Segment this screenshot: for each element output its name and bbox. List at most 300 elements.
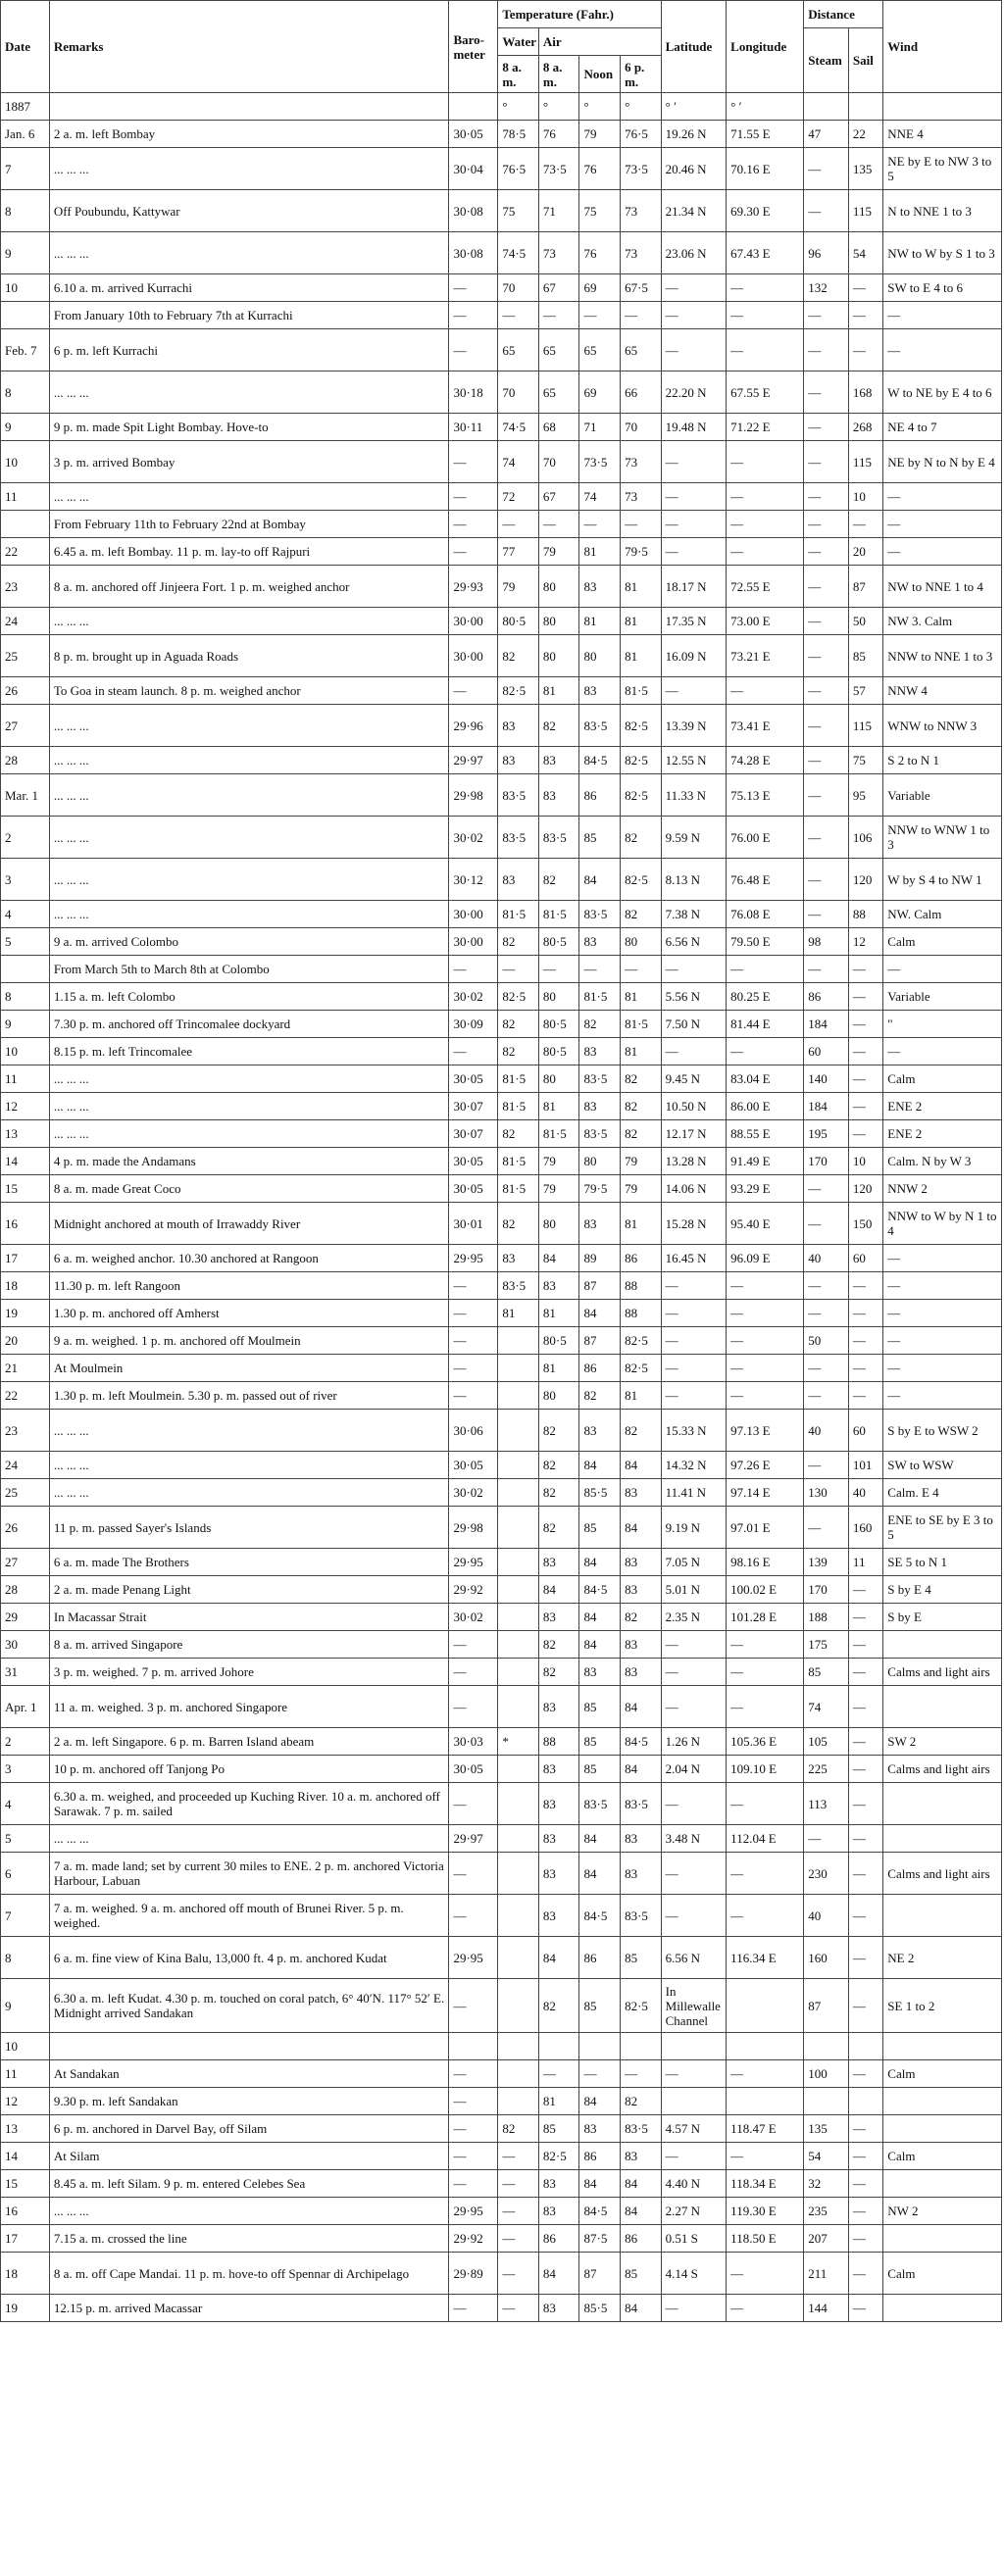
longitude-cell: — (727, 483, 804, 511)
date-cell: Feb. 7 (1, 329, 50, 372)
air-6pm-cell: 82 (621, 1604, 662, 1631)
air-6pm-cell: 82·5 (621, 859, 662, 901)
steam-distance-cell: — (804, 1825, 849, 1853)
air-6pm-cell: 84 (621, 1686, 662, 1728)
date-cell: 8 (1, 1937, 50, 1979)
air-noon-cell: 80 (579, 1148, 621, 1175)
date-cell: 27 (1, 705, 50, 747)
wind-cell: NNW 4 (883, 677, 1002, 705)
air-noon-cell: 84 (579, 1825, 621, 1853)
latitude-cell: 11.41 N (661, 1479, 727, 1507)
sail-distance-cell: — (848, 983, 882, 1011)
barometer-cell: — (449, 1895, 498, 1937)
air-noon-cell: 83 (579, 928, 621, 956)
sail-distance-cell: — (848, 1853, 882, 1895)
air-noon-cell: 85·5 (579, 1479, 621, 1507)
latitude-cell: — (661, 1783, 727, 1825)
table-row (1, 1203, 1002, 1245)
water-temp-cell (498, 2088, 539, 2115)
steam-distance-cell: 207 (804, 2225, 849, 2253)
date-cell: 14 (1, 2143, 50, 2170)
longitude-cell: — (727, 1382, 804, 1410)
sail-distance-cell: 10 (848, 1148, 882, 1175)
wind-cell: — (883, 1272, 1002, 1300)
water-temp-cell: 74 (498, 441, 539, 483)
air-header: Air (538, 28, 661, 56)
air-6pm-cell: 73 (621, 190, 662, 232)
air-6pm-cell: 82·5 (621, 1327, 662, 1355)
latitude-cell: — (661, 1300, 727, 1327)
water-temp-cell (498, 1853, 539, 1895)
steam-distance-cell: 32 (804, 2170, 849, 2198)
water-temp-cell: 83 (498, 859, 539, 901)
air-8am-cell: 83 (538, 1853, 579, 1895)
water-temp-cell: 83·5 (498, 774, 539, 817)
air-8am-cell: 83 (538, 1686, 579, 1728)
water-temp-cell (498, 1327, 539, 1355)
air-8am-cell: 82 (538, 1479, 579, 1507)
steam-distance-cell: — (804, 901, 849, 928)
wind-cell (883, 2115, 1002, 2143)
longitude-cell: 76.48 E (727, 859, 804, 901)
latitude-cell: 23.06 N (661, 232, 727, 274)
sail-distance-cell (848, 2088, 882, 2115)
sail-distance-cell: — (848, 1979, 882, 2033)
air-noon-cell: 84·5 (579, 747, 621, 774)
sail-distance-cell: 88 (848, 901, 882, 928)
longitude-cell: 86.00 E (727, 1093, 804, 1120)
sail-distance-cell: 85 (848, 635, 882, 677)
remarks-cell: 7.30 p. m. anchored off Trincomalee dockyard (49, 1011, 449, 1038)
table-row (1, 1452, 1002, 1479)
remarks-cell: 7 a. m. made land; set by current 30 miles to ENE. 2 p. m. anchored Victoria Harbour, Labuan (49, 1853, 449, 1895)
air-noon-cell: — (579, 302, 621, 329)
air-8am-cell: 82 (538, 1507, 579, 1549)
barometer-cell: 30·04 (449, 148, 498, 190)
wind-cell (883, 1631, 1002, 1659)
air-noon-cell: 84 (579, 1604, 621, 1631)
longitude-cell: — (727, 1327, 804, 1355)
wind-cell: Calms and light airs (883, 1756, 1002, 1783)
air-noon-cell: ° (579, 93, 621, 121)
remarks-cell: 7 a. m. weighed. 9 a. m. anchored off mouth of Brunei River. 5 p. m. weighed. (49, 1895, 449, 1937)
wind-cell: SW to WSW (883, 1452, 1002, 1479)
table-row (1, 1631, 1002, 1659)
air-8am-cell: 82 (538, 1659, 579, 1686)
water-temp-cell (498, 1355, 539, 1382)
air-noon-cell: 83 (579, 1093, 621, 1120)
air-6pm-cell: — (621, 2060, 662, 2088)
remarks-cell: From January 10th to February 7th at Kurrachi (49, 302, 449, 329)
date-cell: 7 (1, 148, 50, 190)
barometer-cell: — (449, 1783, 498, 1825)
wind-cell: NW. Calm (883, 901, 1002, 928)
air-8am-cell: — (538, 956, 579, 983)
air-noon-cell: 83 (579, 1038, 621, 1065)
remarks-cell: ... ... ... (49, 1065, 449, 1093)
latitude-cell (661, 2088, 727, 2115)
steam-distance-cell: — (804, 747, 849, 774)
table-row (1, 2225, 1002, 2253)
date-cell: 2 (1, 1728, 50, 1756)
date-header: Date (1, 1, 50, 93)
air-noon-cell: 84 (579, 1452, 621, 1479)
air-noon-cell: 69 (579, 274, 621, 302)
longitude-cell: — (727, 511, 804, 538)
latitude-cell: 18.17 N (661, 566, 727, 608)
water-header: Water (498, 28, 539, 56)
water-temp-cell: 83·5 (498, 1272, 539, 1300)
latitude-cell: — (661, 1272, 727, 1300)
sail-distance-cell: 10 (848, 483, 882, 511)
date-cell: 19 (1, 1300, 50, 1327)
sail-distance-cell: 168 (848, 372, 882, 414)
steam-distance-cell: 60 (804, 1038, 849, 1065)
latitude-cell: — (661, 1853, 727, 1895)
barometer-cell: 30·01 (449, 1203, 498, 1245)
barometer-cell: 30·02 (449, 1604, 498, 1631)
table-row (1, 329, 1002, 372)
steam-distance-cell: — (804, 608, 849, 635)
table-row (1, 1895, 1002, 1937)
water-temp-cell: 81 (498, 1300, 539, 1327)
longitude-cell: 97.01 E (727, 1507, 804, 1549)
steam-distance-cell: — (804, 148, 849, 190)
table-row (1, 1479, 1002, 1507)
longitude-cell: 76.08 E (727, 901, 804, 928)
longitude-cell: — (727, 538, 804, 566)
date-cell (1, 956, 50, 983)
air-8am-cell: 83 (538, 774, 579, 817)
longitude-cell: ° ′ (727, 93, 804, 121)
remarks-cell: 8 p. m. brought up in Aguada Roads (49, 635, 449, 677)
remarks-cell: At Moulmein (49, 1355, 449, 1382)
barometer-cell: 30·05 (449, 121, 498, 148)
table-row (1, 1756, 1002, 1783)
air-8am-cell: 68 (538, 414, 579, 441)
air-8am-cell: 79 (538, 538, 579, 566)
air-noon-cell: 79·5 (579, 1175, 621, 1203)
barometer-cell: — (449, 677, 498, 705)
sail-distance-cell: 54 (848, 232, 882, 274)
air-8am-cell: 83 (538, 1272, 579, 1300)
air-6pm-cell: 73 (621, 232, 662, 274)
air-noon-cell: 83 (579, 677, 621, 705)
latitude-cell: 7.05 N (661, 1549, 727, 1576)
date-cell: 18 (1, 2253, 50, 2295)
remarks-cell: At Silam (49, 2143, 449, 2170)
wind-cell: Calm (883, 1065, 1002, 1093)
longitude-cell: — (727, 677, 804, 705)
latitude-cell: 5.56 N (661, 983, 727, 1011)
steam-distance-cell (804, 93, 849, 121)
remarks-cell: 9 a. m. arrived Colombo (49, 928, 449, 956)
wind-cell (883, 2295, 1002, 2322)
air-8am-cell: 82 (538, 705, 579, 747)
remarks-cell: ... ... ... (49, 372, 449, 414)
sail-distance-cell: — (848, 302, 882, 329)
air-6pm-cell: 88 (621, 1300, 662, 1327)
date-cell: 27 (1, 1549, 50, 1576)
air-6pm-cell: 84 (621, 2170, 662, 2198)
sail-distance-cell: 120 (848, 1175, 882, 1203)
sail-distance-cell: — (848, 1604, 882, 1631)
air-8am-cell: 80 (538, 1203, 579, 1245)
barometer-cell: — (449, 1300, 498, 1327)
sail-distance-cell: — (848, 1038, 882, 1065)
latitude-cell: 11.33 N (661, 774, 727, 817)
air-8am-cell: 76 (538, 121, 579, 148)
table-row (1, 1549, 1002, 1576)
air-8am-cell: 82 (538, 1631, 579, 1659)
table-row (1, 1093, 1002, 1120)
water-temp-cell: 70 (498, 372, 539, 414)
barometer-cell: 30·08 (449, 190, 498, 232)
table-row (1, 635, 1002, 677)
remarks-cell: 8 a. m. anchored off Jinjeera Fort. 1 p. m. weighed anchor (49, 566, 449, 608)
date-cell: 5 (1, 1825, 50, 1853)
longitude-cell: — (727, 956, 804, 983)
table-row (1, 1853, 1002, 1895)
water-temp-cell: — (498, 2143, 539, 2170)
latitude-cell: — (661, 2143, 727, 2170)
longitude-cell: 101.28 E (727, 1604, 804, 1631)
air-noon-cell: 85 (579, 1507, 621, 1549)
wind-cell: NE by N to N by E 4 (883, 441, 1002, 483)
wind-cell: S 2 to N 1 (883, 747, 1002, 774)
sail-distance-cell: — (848, 1728, 882, 1756)
table-row (1, 1507, 1002, 1549)
latitude-cell: 2.04 N (661, 1756, 727, 1783)
steam-distance-cell: 98 (804, 928, 849, 956)
water-temp-cell: ° (498, 93, 539, 121)
latitude-cell: 17.35 N (661, 608, 727, 635)
longitude-cell: 73.00 E (727, 608, 804, 635)
barometer-cell: — (449, 2060, 498, 2088)
remarks-cell: ... ... ... (49, 1479, 449, 1507)
air-6pm-cell: 76·5 (621, 121, 662, 148)
table-row (1, 1937, 1002, 1979)
date-cell: 4 (1, 901, 50, 928)
sail-distance-cell: 40 (848, 1479, 882, 1507)
air-6pm-cell: 82 (621, 1410, 662, 1452)
air-noon-cell: 84 (579, 1631, 621, 1659)
remarks-cell: ... ... ... (49, 859, 449, 901)
table-row (1, 817, 1002, 859)
wind-cell: NNW to W by N 1 to 4 (883, 1203, 1002, 1245)
sail-distance-cell: — (848, 2295, 882, 2322)
air-6pm-cell (621, 2033, 662, 2060)
latitude-cell: 9.45 N (661, 1065, 727, 1093)
barometer-cell: — (449, 538, 498, 566)
steam-distance-cell: — (804, 1452, 849, 1479)
barometer-cell: 29·98 (449, 774, 498, 817)
steam-distance-cell: — (804, 538, 849, 566)
steam-distance-cell: 74 (804, 1686, 849, 1728)
longitude-cell: — (727, 1300, 804, 1327)
sail-distance-cell: — (848, 1825, 882, 1853)
sail-distance-cell: 115 (848, 441, 882, 483)
longitude-cell: 93.29 E (727, 1175, 804, 1203)
water-temp-cell (498, 1549, 539, 1576)
latitude-cell: — (661, 1327, 727, 1355)
steam-distance-cell: — (804, 1175, 849, 1203)
air-6pm-cell: 81 (621, 1203, 662, 1245)
water-temp-cell: — (498, 511, 539, 538)
date-cell: 22 (1, 1382, 50, 1410)
longitude-cell: — (727, 1783, 804, 1825)
barometer-cell: 29·97 (449, 1825, 498, 1853)
sail-distance-cell: 12 (848, 928, 882, 956)
steam-distance-cell: — (804, 635, 849, 677)
air-noon-cell: 83·5 (579, 901, 621, 928)
wind-cell: NE 4 to 7 (883, 414, 1002, 441)
longitude-cell: 73.41 E (727, 705, 804, 747)
remarks-cell: In Macassar Strait (49, 1604, 449, 1631)
air-noon-cell: 82 (579, 1011, 621, 1038)
water-temp-cell (498, 1576, 539, 1604)
air-noon-cell: 76 (579, 148, 621, 190)
date-cell: 10 (1, 274, 50, 302)
air-8am-cell: 83 (538, 1604, 579, 1631)
wind-cell: — (883, 1355, 1002, 1382)
air-noon-cell: 85 (579, 1728, 621, 1756)
air-noon-cell: 83·5 (579, 705, 621, 747)
longitude-cell: 80.25 E (727, 983, 804, 1011)
latitude-cell: 13.28 N (661, 1148, 727, 1175)
date-cell: 9 (1, 1011, 50, 1038)
steam-distance-cell: 184 (804, 1011, 849, 1038)
date-cell: 2 (1, 817, 50, 859)
water-temp-cell (498, 1631, 539, 1659)
longitude-cell: — (727, 441, 804, 483)
air-noon-cell: 73·5 (579, 441, 621, 483)
wind-cell: NW to W by S 1 to 3 (883, 232, 1002, 274)
steam-distance-cell: 50 (804, 1327, 849, 1355)
air-noon-cell: 69 (579, 372, 621, 414)
water-temp-cell: 72 (498, 483, 539, 511)
steam-distance-cell: 235 (804, 2198, 849, 2225)
wind-cell: Calm (883, 928, 1002, 956)
table-row (1, 2198, 1002, 2225)
steam-distance-cell: 85 (804, 1659, 849, 1686)
latitude-cell: 22.20 N (661, 372, 727, 414)
longitude-cell: 116.34 E (727, 1937, 804, 1979)
remarks-cell: ... ... ... (49, 817, 449, 859)
steam-distance-cell: 40 (804, 1410, 849, 1452)
latitude-cell: 7.38 N (661, 901, 727, 928)
barometer-cell: — (449, 1382, 498, 1410)
wind-cell: " (883, 1011, 1002, 1038)
longitude-cell: 98.16 E (727, 1549, 804, 1576)
air-8am-cell: 70 (538, 441, 579, 483)
air-8am-cell: 80·5 (538, 1011, 579, 1038)
air-noon-cell: 84 (579, 1853, 621, 1895)
barometer-cell: — (449, 1038, 498, 1065)
table-row (1, 372, 1002, 414)
table-row (1, 2295, 1002, 2322)
date-cell: 16 (1, 1203, 50, 1245)
air-8am-cell: 80 (538, 983, 579, 1011)
air-6pm-cell: 82·5 (621, 1979, 662, 2033)
remarks-cell: 3 p. m. weighed. 7 p. m. arrived Johore (49, 1659, 449, 1686)
barometer-cell: 30·05 (449, 1175, 498, 1203)
latitude-cell: — (661, 1355, 727, 1382)
steam-distance-cell (804, 2033, 849, 2060)
air-8am-cell: 84 (538, 1576, 579, 1604)
latitude-cell: — (661, 441, 727, 483)
table-row (1, 441, 1002, 483)
latitude-cell: — (661, 1038, 727, 1065)
steam-distance-cell (804, 2088, 849, 2115)
date-cell: 9 (1, 414, 50, 441)
water-temp-cell: 82 (498, 1011, 539, 1038)
latitude-cell: In Millewalle Channel (661, 1979, 727, 2033)
remarks-cell: 6 p. m. left Kurrachi (49, 329, 449, 372)
barometer-cell: — (449, 329, 498, 372)
table-row (1, 956, 1002, 983)
water-temp-cell: 82·5 (498, 677, 539, 705)
date-cell: 25 (1, 1479, 50, 1507)
table-row (1, 414, 1002, 441)
steam-distance-cell: 54 (804, 2143, 849, 2170)
air-6pm-cell: 81 (621, 983, 662, 1011)
wind-cell: — (883, 1300, 1002, 1327)
wind-cell: Calm (883, 2253, 1002, 2295)
air-8am-cell: — (538, 2060, 579, 2088)
latitude-cell: 6.56 N (661, 928, 727, 956)
steam-distance-cell: 96 (804, 232, 849, 274)
sail-distance-cell: — (848, 1327, 882, 1355)
date-cell: 8 (1, 372, 50, 414)
water-temp-cell: 82 (498, 2115, 539, 2143)
wind-cell: Calm. E 4 (883, 1479, 1002, 1507)
barometer-cell: 30·12 (449, 859, 498, 901)
latitude-cell: — (661, 2060, 727, 2088)
date-cell: 25 (1, 635, 50, 677)
latitude-cell: 9.59 N (661, 817, 727, 859)
table-row (1, 2170, 1002, 2198)
air-6pm-cell: ° (621, 93, 662, 121)
longitude-cell: 118.47 E (727, 2115, 804, 2143)
steam-distance-cell: — (804, 441, 849, 483)
longitude-cell: 81.44 E (727, 1011, 804, 1038)
air-8am-cell: 79 (538, 1148, 579, 1175)
air-8am-cell (538, 2033, 579, 2060)
barometer-cell (449, 2033, 498, 2060)
sail-distance-cell: — (848, 2115, 882, 2143)
remarks-cell: ... ... ... (49, 148, 449, 190)
longitude-cell: — (727, 329, 804, 372)
sail-distance-cell: — (848, 1576, 882, 1604)
table-row (1, 2253, 1002, 2295)
table-row (1, 93, 1002, 121)
longitude-cell: 118.34 E (727, 2170, 804, 2198)
sail-distance-cell: — (848, 1895, 882, 1937)
longitude-header: Longitude (727, 1, 804, 93)
latitude-cell: 0.51 S (661, 2225, 727, 2253)
table-row (1, 148, 1002, 190)
sail-distance-cell (848, 2033, 882, 2060)
air-8am-cell: 83 (538, 1549, 579, 1576)
sail-distance-cell: — (848, 511, 882, 538)
water-temp-cell (498, 1507, 539, 1549)
air-noon-cell: 84·5 (579, 1895, 621, 1937)
remarks-cell: 1.30 p. m. anchored off Amherst (49, 1300, 449, 1327)
sail-distance-cell: 115 (848, 705, 882, 747)
date-cell (1, 302, 50, 329)
remarks-cell: 7.15 a. m. crossed the line (49, 2225, 449, 2253)
